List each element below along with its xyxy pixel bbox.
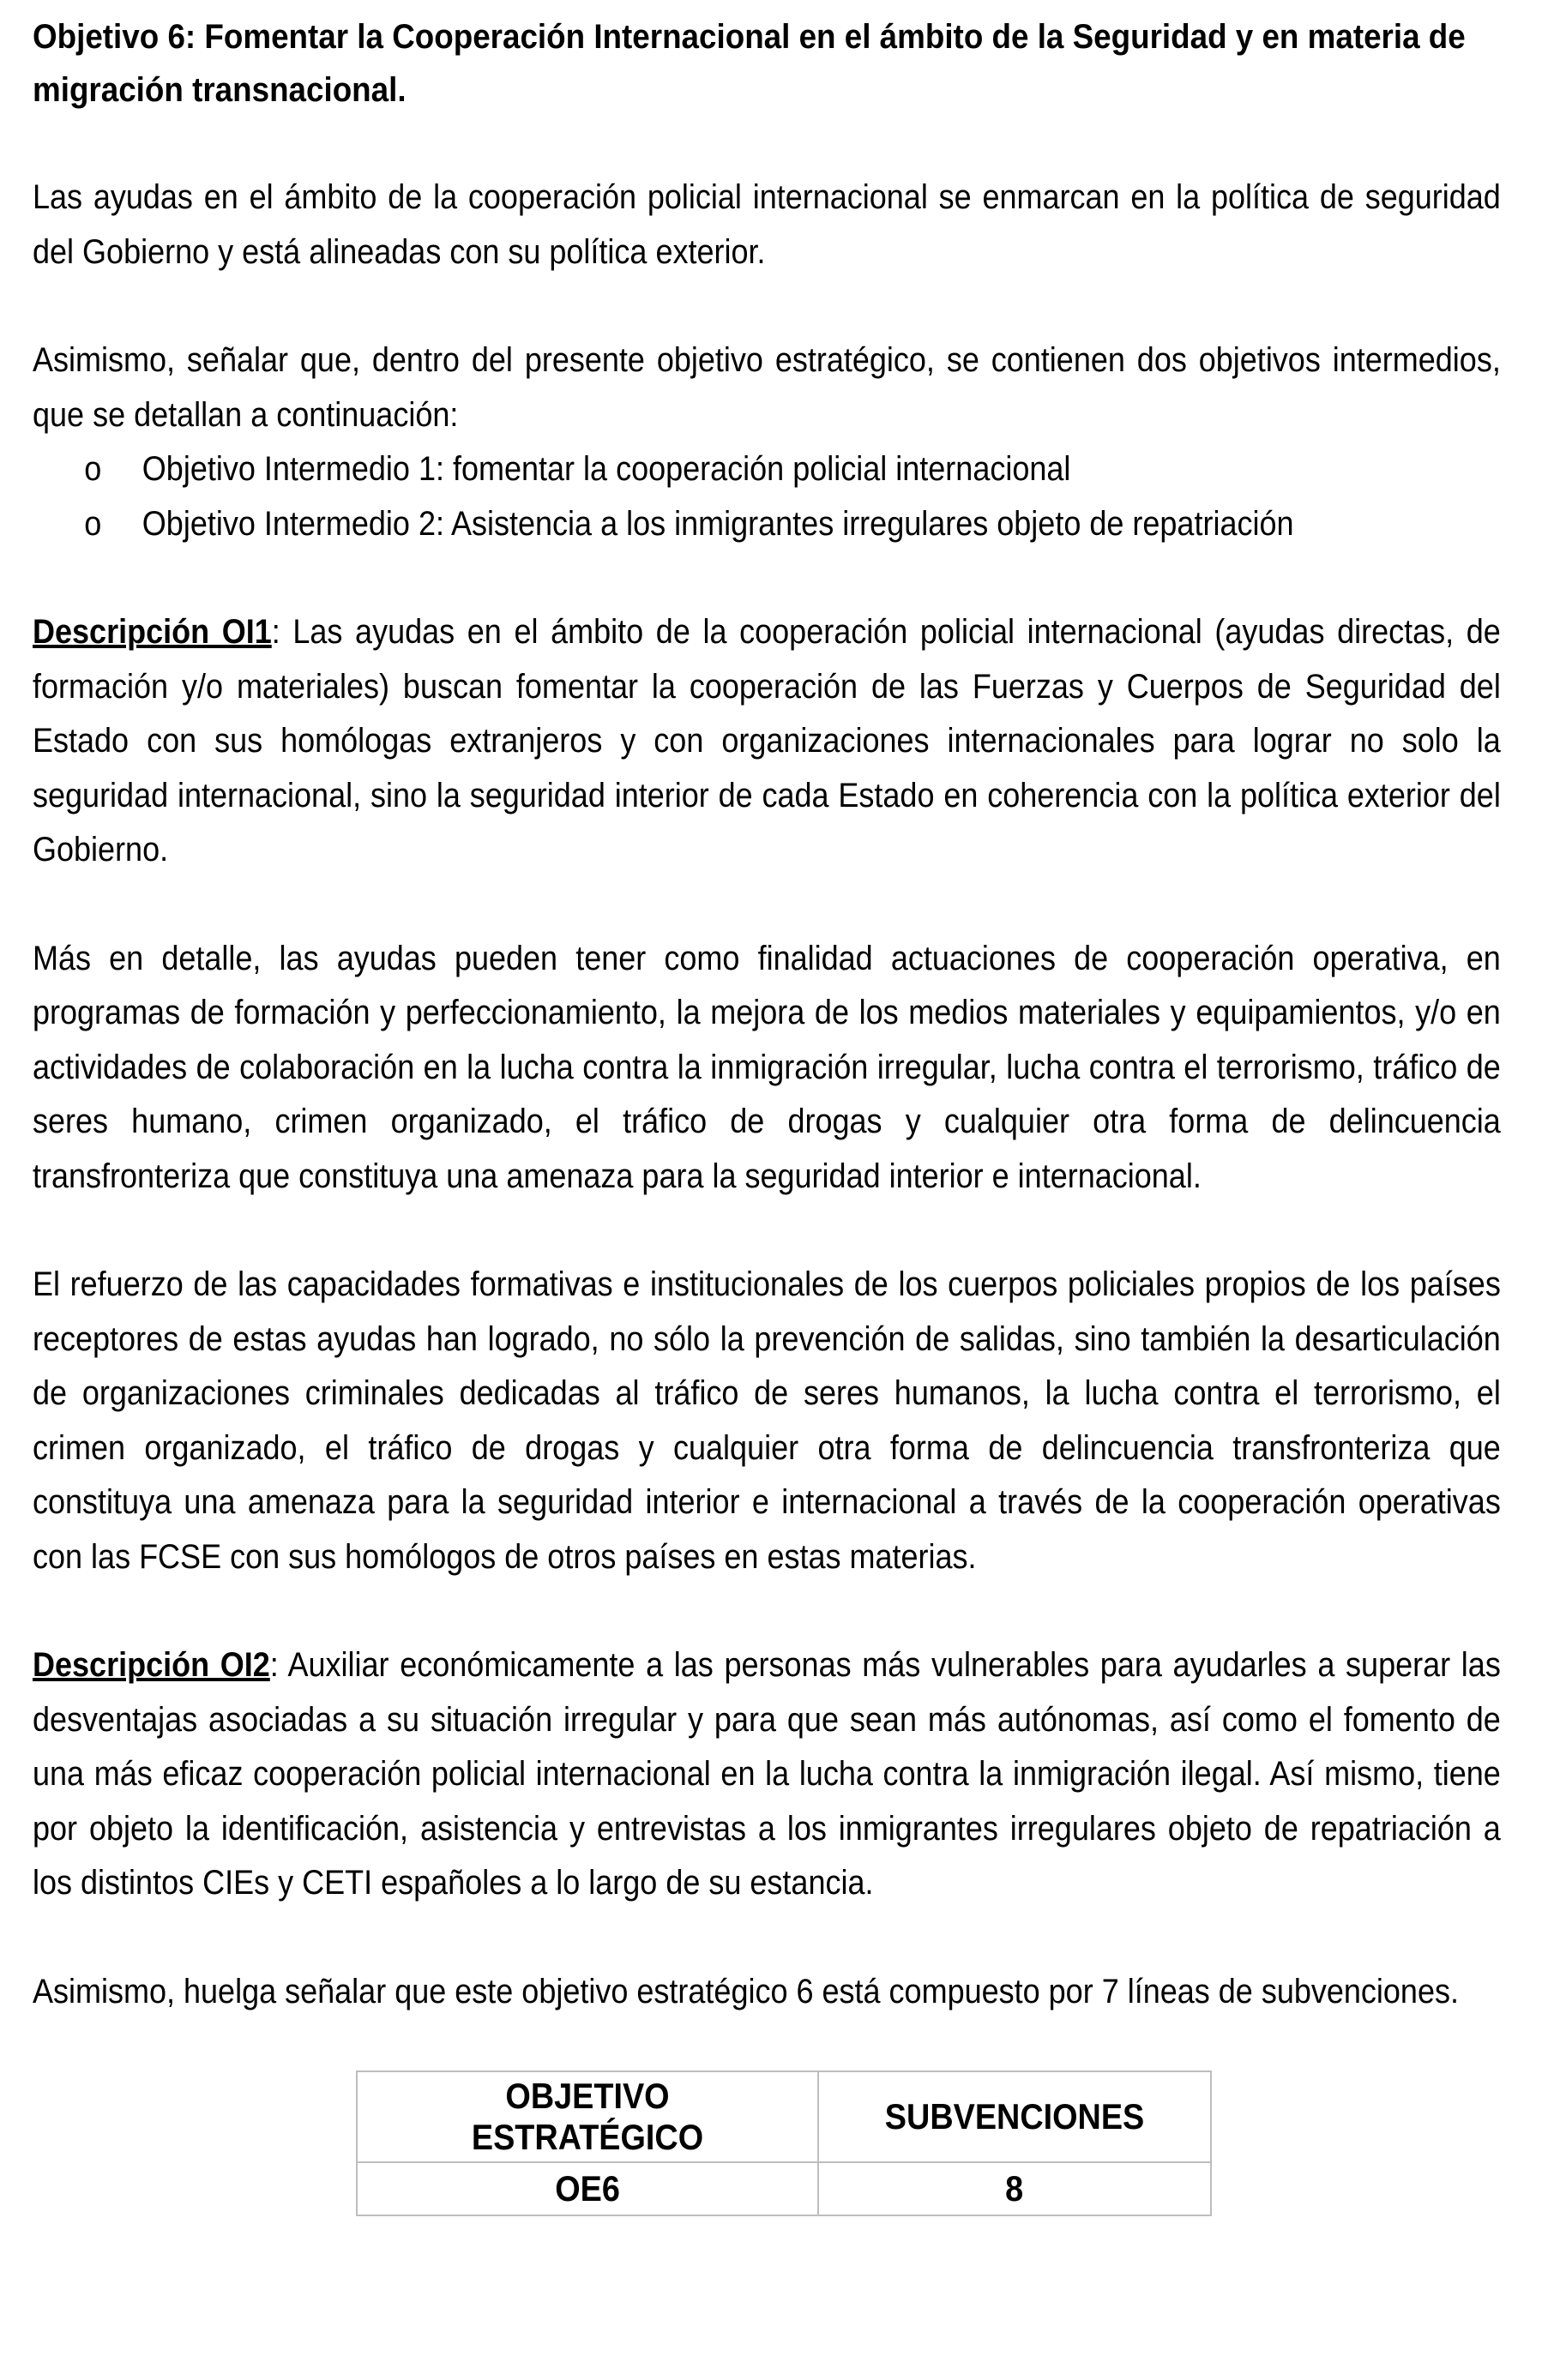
oi1-text: : Las ayudas en el ámbito de la cooperación policial internacional (ayudas directas, de formación y/o materiales) buscan fomentar la cooperación de las Fuerzas y Cuerpos de Seguridad del Estado con sus homólogas extranjeros y con organizaciones internacionales para lograr no solo la seguridad internacional, sino la seguridad interior de cada Estado en coherencia con la política exterior del Gobierno. bbox=[33, 613, 1501, 868]
list-item-text: Objetivo Intermedio 1: fomentar la cooperación policial internacional bbox=[142, 450, 1071, 488]
bullet-circle-icon: o bbox=[84, 450, 102, 488]
header-cell-objetivo: OBJETIVO ESTRATÉGICO bbox=[357, 2071, 818, 2162]
cell-subvenciones-value: 8 bbox=[818, 2162, 1211, 2215]
list-item bbox=[33, 497, 1548, 552]
objectives-list bbox=[33, 442, 1501, 551]
oi1-term: Descripción OI1 bbox=[33, 613, 272, 651]
summary-table bbox=[356, 2070, 1212, 2216]
table-row bbox=[357, 2162, 1211, 2215]
section-heading: Objetivo 6: Fomentar la Cooperación Internacional en el ámbito de la Seguridad y en materia de migración transnacional. bbox=[33, 18, 1466, 109]
paragraph-oi2-description bbox=[33, 1638, 1501, 1911]
paragraph-details: Más en detalle, las ayudas pueden tener como finalidad actuaciones de cooperación operativa, en programas de formación y perfeccionamiento, la mejora de los medios materiales y equipamientos, y/o en actividades de colaboración en la lucha contra la inmigración irregular, lucha contra el terrorismo, tráfico de seres humano, crimen organizado, el tráfico de drogas y cualquier otra forma de delincuencia transfronteriza que constituya una amenaza para la seguridad interior e internacional. bbox=[33, 939, 1501, 1195]
summary-table-wrapper bbox=[33, 2070, 1501, 2216]
oi2-text: : Auxiliar económicamente a las personas más vulnerables para ayudarles a superar las desventajas asociadas a su situación irregular y para que sean más autónomas, así como el fomento de una más eficaz cooperación policial internacional en la lucha contra la inmigración ilegal. Así mismo, tiene por objeto la identificación, asistencia y entrevistas a los inmigrantes irregulares objeto de repatriación a los distintos CIEs y CETI españoles a lo largo de su estancia. bbox=[33, 1646, 1501, 1902]
bullet-circle-icon: o bbox=[84, 504, 102, 543]
cell-objetivo-value: OE6 bbox=[357, 2162, 818, 2215]
paragraph-oi1-description bbox=[33, 605, 1501, 878]
paragraph-summary: Asimismo, huelga señalar que este objetivo estratégico 6 está compuesto por 7 líneas de subvenciones. bbox=[33, 1972, 1459, 2010]
paragraph-capacities: El refuerzo de las capacidades formativas e institucionales de los cuerpos policiales propios de los países receptores de estas ayudas han logrado, no sólo la prevención de salidas, sino también la desarticulación de organizaciones criminales dedicadas al tráfico de seres humanos, la lucha contra el terrorismo, el crimen organizado, el tráfico de drogas y cualquier otra forma de delincuencia transfronteriza que constituya una amenaza para la seguridad interior e internacional a través de la cooperación operativas con las FCSE con sus homólogos de otros países en estas materias. bbox=[33, 1265, 1501, 1576]
list-item bbox=[33, 442, 1548, 497]
header-cell-subvenciones: SUBVENCIONES bbox=[818, 2071, 1211, 2162]
paragraph-objectives-intro: Asimismo, señalar que, dentro del presente objetivo estratégico, se contienen dos objetivos intermedios, que se detallan a continuación: bbox=[33, 341, 1501, 434]
oi2-term: Descripción OI2 bbox=[33, 1646, 270, 1684]
paragraph-intro: Las ayudas en el ámbito de la cooperación policial internacional se enmarcan en la política de seguridad del Gobierno y está alineadas con su política exterior. bbox=[33, 178, 1501, 271]
table-header-row bbox=[357, 2071, 1211, 2162]
list-item-text: Objetivo Intermedio 2: Asistencia a los inmigrantes irregulares objeto de repatriación bbox=[142, 504, 1294, 543]
